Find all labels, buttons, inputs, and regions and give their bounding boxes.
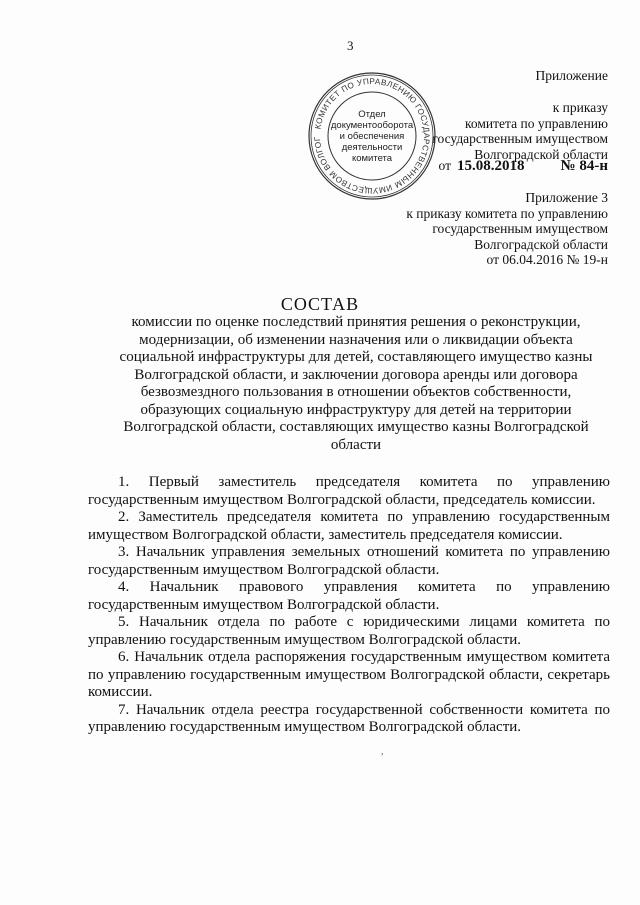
stamp-line: и обеспечения <box>339 130 405 142</box>
list-item: 6. Начальник отдела распоряжения государственным имуществом комитета по управлению государственным имуществом Волгоградской области, секретарь комиссии. <box>88 649 610 700</box>
stamp-ring-text: КОМИТЕТ ПО УПРАВЛЕНИЮ ГОСУДАРСТВЕННЫМ ИМУЩЕСТВОМ ВОЛГОГ <box>312 76 432 196</box>
list-item: 4. Начальник правового управления комитета по управлению государственным имуществом Волгоградской области. <box>88 579 610 613</box>
office-stamp <box>306 70 438 202</box>
document-subtitle: комиссии по оценке последствий принятия решения о реконструкции, модернизации, об изменении назначения или о ликвидации объекта социальной инфраструктуры для детей, составляющего имущество казны Волгоградской области, и заключении договора аренды или договора безвозмездного пользования в отношении объектов собственности, образующих социальную инфраструктуру для детей на территории Волгоградской области, составляющих имущество казны Волгоградской области <box>119 314 593 453</box>
appendix-date-number <box>439 158 608 175</box>
stamp-line: документооборота <box>330 119 414 131</box>
stamp-line: деятельности <box>341 141 403 153</box>
stamp-inner-text <box>306 70 438 202</box>
appendix3-line: Волгоградской области <box>474 236 608 252</box>
appendix3-line: к приказу комитета по управлению <box>406 205 608 221</box>
stamp-line: Отдел <box>358 108 386 120</box>
list-item: 7. Начальник отдела реестра государственной собственности комитета по управлению государственным имуществом Волгоградской области. <box>88 701 610 735</box>
appendix-line: к приказу <box>552 100 608 115</box>
appendix-label: Приложение <box>535 68 608 83</box>
appendix3-line: государственным имуществом <box>432 221 608 236</box>
order-date: 15.08.2018 <box>457 158 525 174</box>
appendix-line: Волгоградской области <box>474 146 608 162</box>
scan-mark: , <box>381 746 384 757</box>
list-item: 2. Заместитель председателя комитета по управлению государственным имуществом Волгоградской области, заместитель председателя комиссии. <box>88 509 610 543</box>
member-list <box>88 474 610 737</box>
appendix-line: государственным имуществом <box>432 131 608 146</box>
appendix-line: комитета по управлению <box>465 115 608 131</box>
stamp-line: комитета <box>351 152 393 164</box>
appendix3-line: от 06.04.2016 № 19-н <box>486 252 608 267</box>
order-number: № 84-н <box>560 158 608 174</box>
document-title: СОСТАВ <box>280 294 360 314</box>
list-item: 3. Начальник управления земельных отношений комитета по управлению государственным имуществом Волгоградской области. <box>88 544 610 578</box>
list-item: 1. Первый заместитель председателя комитета по управлению государственным имуществом Волгоградской области, председатель комиссии. <box>88 474 610 508</box>
date-prefix: от <box>438 158 452 173</box>
list-item: 5. Начальник отдела по работе с юридическими лицами комитета по управлению государственным имуществом Волгоградской области. <box>88 614 610 648</box>
appendix3-label: Приложение 3 <box>525 190 608 205</box>
page-number: 3 <box>347 38 354 53</box>
